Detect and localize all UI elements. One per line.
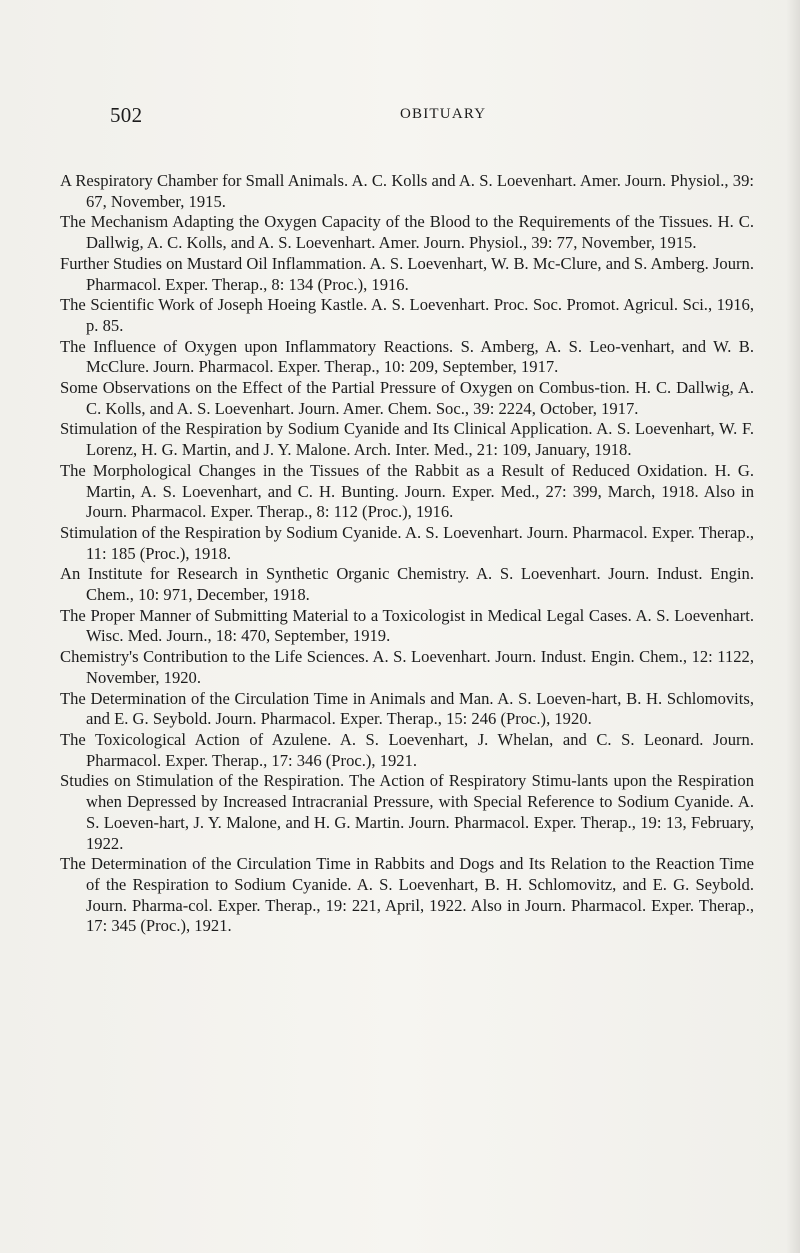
bibliography-entry: The Toxicological Action of Azulene. A. S. Loevenhart, J. Whelan, and C. S. Leonard. Journ. Pharmacol. Exper. Therap., 17: 346 (Proc.), 1921. xyxy=(60,729,754,770)
bibliography-entry: Further Studies on Mustard Oil Inflammation. A. S. Loevenhart, W. B. Mc-Clure, and S. Amberg. Journ. Pharmacol. Exper. Therap., 8: 134 (Proc.), 1916. xyxy=(60,253,754,294)
page-number: 502 xyxy=(110,103,143,127)
bibliography-entry: An Institute for Research in Synthetic Organic Chemistry. A. S. Loevenhart. Journ. Indust. Engin. Chem., 10: 971, December, 1918. xyxy=(60,564,754,605)
bibliography-entry: The Proper Manner of Submitting Material to a Toxicologist in Medical Legal Cases. A. S. Loevenhart. Wisc. Med. Journ., 18: 470, September, 1919. xyxy=(60,605,754,646)
bibliography-entry: A Respiratory Chamber for Small Animals. A. C. Kolls and A. S. Loevenhart. Amer. Journ. Physiol., 39: 67, November, 1915. xyxy=(60,171,754,211)
bibliography-entry: The Determination of the Circulation Time in Animals and Man. A. S. Loeven-hart, B. H. Schlomovits, and E. G. Seybold. Journ. Pharmacol. Exper. Therap., 15: 246 (Proc.), 1920. xyxy=(60,688,754,729)
bibliography-entry: Stimulation of the Respiration by Sodium Cyanide and Its Clinical Application. A. S. Loevenhart, W. F. Lorenz, H. G. Martin, and J. Y. Malone. Arch. Inter. Med., 21: 109, January, 1918. xyxy=(60,419,754,460)
bibliography-entry: Stimulation of the Respiration by Sodium Cyanide. A. S. Loevenhart. Journ. Pharmacol. Exper. Therap., 11: 185 (Proc.), 1918. xyxy=(60,522,754,563)
bibliography-entry: The Scientific Work of Joseph Hoeing Kastle. A. S. Loevenhart. Proc. Soc. Promot. Agricul. Sci., 1916, p. 85. xyxy=(60,295,754,335)
running-head xyxy=(110,103,670,131)
bibliography-entry: Studies on Stimulation of the Respiration. The Action of Respiratory Stimu-lants upon the Respiration when Depressed by Increased Intracranial Pressure, with Special Reference to Sodium Cyanide. A. S. Loeven-hart, J. Y. Malone, and H. G. Martin. Journ. Pharmacol. Exper. Therap., 19: 13, February, 1922. xyxy=(60,771,754,853)
bibliography-entry: The Influence of Oxygen upon Inflammatory Reactions. S. Amberg, A. S. Leo-venhart, and W. B. McClure. Journ. Pharmacol. Exper. Therap., 10: 209, September, 1917. xyxy=(60,336,754,377)
bibliography-entry: Some Observations on the Effect of the Partial Pressure of Oxygen on Combus-tion. H. C. Dallwig, A. C. Kolls, and A. S. Loevenhart. Journ. Amer. Chem. Soc., 39: 2224, October, 1917. xyxy=(60,378,754,418)
bibliography-entry: The Morphological Changes in the Tissues of the Rabbit as a Result of Reduced Oxidation. H. G. Martin, A. S. Loevenhart, and C. H. Bunting. Journ. Exper. Med., 27: 399, March, 1918. Also in Journ. Pharmacol. Exper. Therap., 8: 112 (Proc.), 1916. xyxy=(60,460,754,522)
bibliography-entry: The Determination of the Circulation Time in Rabbits and Dogs and Its Relation to the Reaction Time of the Respiration to Sodium Cyanide. A. S. Loevenhart, B. H. Schlomovitz, and E. G. Seybold. Journ. Pharma-col. Exper. Therap., 19: 221, April, 1922. Also in Journ. Pharmacol. Exper. Therap., 17: 345 (Proc.), 1921. xyxy=(60,854,754,936)
page-edge-shadow xyxy=(786,0,800,1253)
bibliography-list xyxy=(60,171,754,937)
bibliography-entry: The Mechanism Adapting the Oxygen Capacity of the Blood to the Requirements of the Tissues. H. C. Dallwig, A. C. Kolls, and A. S. Loevenhart. Amer. Journ. Physiol., 39: 77, November, 1915. xyxy=(60,212,754,253)
running-title: OBITUARY xyxy=(400,106,487,122)
bibliography-entry: Chemistry's Contribution to the Life Sciences. A. S. Loevenhart. Journ. Indust. Engin. Chem., 12: 1122, November, 1920. xyxy=(60,647,754,687)
